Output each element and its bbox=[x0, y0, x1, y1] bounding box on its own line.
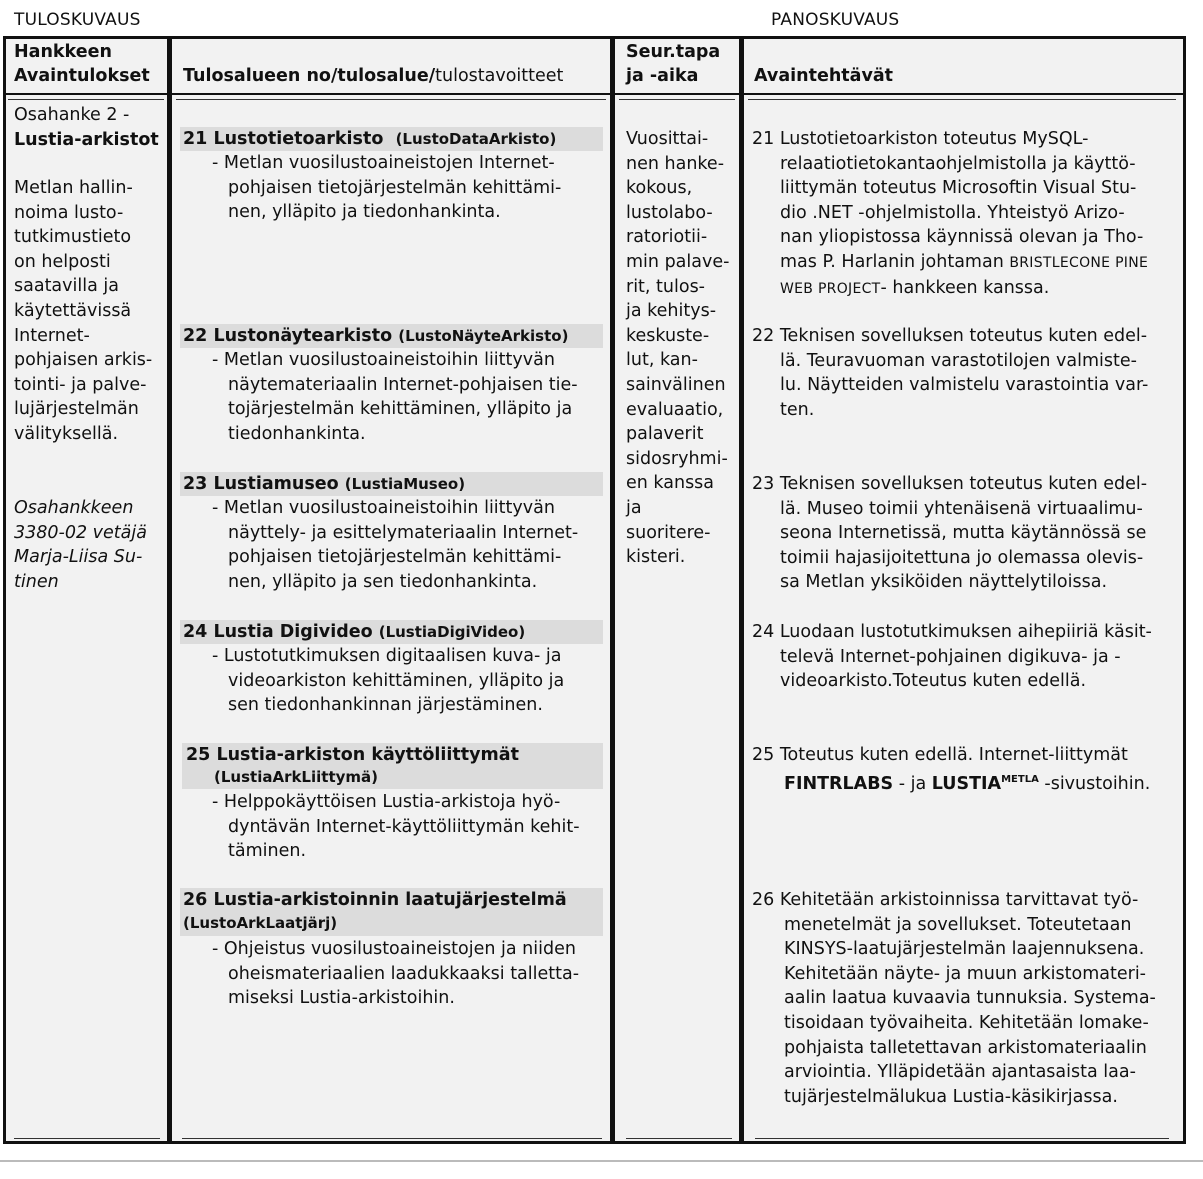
area-24-heading bbox=[180, 620, 603, 644]
text-line: lu. Näytteiden valmistelu varastointia var- bbox=[780, 375, 1149, 396]
text-line: sainvälinen bbox=[626, 374, 726, 395]
area-25-heading bbox=[182, 743, 603, 789]
text-line: ten. bbox=[780, 399, 815, 420]
area-26-objectives bbox=[212, 937, 618, 1011]
text-line: 23 Teknisen sovelluksen toteutus kuten edel- bbox=[752, 474, 1148, 494]
text-line: videoarkiston kehittäminen, ylläpito ja bbox=[228, 670, 565, 691]
text-line: tujärjestelmälukua Lustia-käsikirjassa. bbox=[784, 1086, 1118, 1107]
area-22-objectives bbox=[212, 348, 618, 446]
text-line: lujärjestelmän bbox=[14, 399, 139, 420]
task-25 bbox=[752, 743, 1177, 796]
text-line: aalin laatua kuvaavia tunnuksia. Systema- bbox=[784, 988, 1156, 1009]
text-line: tiedonhankinta. bbox=[228, 423, 366, 444]
text-line: nen, ylläpito ja tiedonhankinta. bbox=[228, 202, 501, 223]
text-line: min palave- bbox=[626, 251, 730, 272]
text-line: oheismateriaalien laadukkaaksi talletta- bbox=[228, 963, 580, 984]
area-title: 21 Lustotietoarkisto bbox=[183, 129, 384, 149]
text-line: Metlan hallin- bbox=[14, 178, 133, 198]
text-line: pohjaisen tietojärjestelmän kehittämi- bbox=[228, 547, 562, 568]
text-line: pohjaisen arkis- bbox=[14, 350, 153, 371]
area-code: (LustoNäyteArkisto) bbox=[398, 327, 569, 345]
text-span: - hankkeen kanssa. bbox=[880, 277, 1050, 298]
header-text: Avaintulokset bbox=[14, 66, 150, 86]
area-24-objectives bbox=[212, 644, 618, 718]
text-line: 25 Toteutus kuten edellä. Internet-liittymät bbox=[752, 745, 1128, 765]
text-line: KINSYS-laatujärjestelmän laajennuksena. bbox=[784, 939, 1145, 960]
header-divider bbox=[3, 93, 1186, 95]
area-26-heading bbox=[180, 888, 603, 936]
text-line: välityksellä. bbox=[14, 423, 119, 444]
task-24 bbox=[752, 620, 1177, 694]
text-line: tointi- ja palve- bbox=[14, 374, 147, 395]
project-name: WEB PROJECT bbox=[780, 280, 881, 297]
header-text: Tulosalueen no/tulosalue/ bbox=[183, 66, 436, 86]
text-line bbox=[752, 768, 1177, 796]
page-footer-rule bbox=[0, 1160, 1203, 1162]
text-line: en kanssa bbox=[626, 473, 715, 494]
text-line: lä. Museo toimii yhtenäisenä virtuaalimu- bbox=[780, 498, 1143, 519]
area-code: (LustiaMuseo) bbox=[344, 475, 466, 493]
text-line: pohjaisen tietojärjestelmän kehittämi- bbox=[228, 177, 562, 198]
text-line: - Metlan vuosilustoaineistojen Internet- bbox=[212, 153, 555, 173]
text-line: - Ohjeistus vuosilustoaineistojen ja niiden bbox=[212, 939, 576, 959]
column-divider bbox=[739, 36, 744, 1144]
site-name-sup: METLA bbox=[1001, 773, 1039, 785]
text-line: nen hanke- bbox=[626, 153, 725, 174]
panoskuvaus-label: PANOSKUVAUS bbox=[771, 10, 900, 30]
text-line: näyttely- ja esittelymateriaalin Internet- bbox=[228, 522, 579, 543]
footer-rule bbox=[626, 1138, 732, 1139]
text-line: saatavilla ja bbox=[14, 276, 119, 297]
area-21-objectives bbox=[212, 151, 618, 225]
header-avaintehtavat: Avaintehtävät bbox=[754, 66, 894, 86]
task-21 bbox=[752, 127, 1177, 301]
text-span: mas P. Harlanin johtaman bbox=[780, 251, 1010, 272]
area-22-heading bbox=[180, 324, 603, 348]
subproject-title bbox=[14, 103, 159, 152]
text-line: - Metlan vuosilustoaineistoihin liittyvän bbox=[212, 350, 555, 370]
text-line: suoritere- bbox=[626, 522, 711, 543]
text-line: - Lustotutkimuksen digitaalisen kuva- ja bbox=[212, 646, 562, 666]
text-line: 21 Lustotietoarkiston toteutus MySQL- bbox=[752, 129, 1089, 149]
text-line bbox=[752, 250, 1177, 276]
text-line: ja kehitys- bbox=[626, 301, 717, 322]
text-line: 22 Teknisen sovelluksen toteutus kuten edel- bbox=[752, 326, 1148, 346]
text-line: Kehitetään näyte- ja muun arkistomateri- bbox=[784, 963, 1146, 984]
text-line: nen, ylläpito ja sen tiedonhankinta. bbox=[228, 571, 538, 592]
text-line: on helposti bbox=[14, 251, 111, 272]
project-name: BRISTLECONE PINE bbox=[1009, 254, 1149, 271]
text-line: relaatiotietokantaohjelmistolla ja käyttö- bbox=[780, 153, 1136, 174]
header-hankkeen-avaintulokset bbox=[14, 40, 150, 88]
text-line: sidosryhmi- bbox=[626, 448, 728, 469]
area-code: (LustiaDigiVideo) bbox=[378, 623, 526, 641]
text-line: arviointia. Ylläpidetään ajantasaista laa- bbox=[784, 1062, 1136, 1083]
area-title: 25 Lustia-arkiston käyttöliittymät bbox=[186, 745, 519, 765]
text-line: noima lusto- bbox=[14, 202, 124, 223]
text-line: ja bbox=[626, 497, 642, 518]
header-seurantatapa bbox=[626, 40, 720, 88]
header-rule bbox=[176, 99, 606, 100]
area-25-objectives bbox=[212, 790, 618, 864]
text-line: lä. Teuravuoman varastotilojen valmiste- bbox=[780, 350, 1137, 371]
text-line: - Helppokäyttöisen Lustia-arkistoja hyö- bbox=[212, 792, 561, 812]
text-line: liittymän toteutus Microsoftin Visual Stu- bbox=[780, 178, 1137, 199]
text-line: Marja-Liisa Su- bbox=[14, 547, 143, 568]
subproject-name: Lustia-arkistot bbox=[14, 129, 159, 150]
footer-rule bbox=[14, 1138, 160, 1139]
text-line: pohjaista talletettavan arkistomateriaalin bbox=[784, 1037, 1147, 1058]
task-23 bbox=[752, 472, 1177, 595]
text-line: sa Metlan yksiköiden näyttelytiloissa. bbox=[780, 572, 1108, 593]
text-line: nan yliopistossa käynnissä olevan ja Tho- bbox=[780, 227, 1144, 248]
area-23-objectives bbox=[212, 496, 618, 594]
text-line: Osahankkeen bbox=[14, 498, 134, 518]
text-line: toimii hajasijoitettuna jo olemassa olevis- bbox=[780, 547, 1144, 568]
text-line: tutkimustieto bbox=[14, 227, 132, 248]
area-code: (LustiaArkLiittymä) bbox=[214, 768, 379, 786]
site-name: LUSTIA bbox=[931, 773, 1002, 794]
area-code: (LustoArkLaatjärj) bbox=[183, 914, 338, 932]
header-text: ja -aika bbox=[626, 66, 699, 86]
area-title: 24 Lustia Digivideo bbox=[183, 622, 373, 642]
monitoring-method bbox=[626, 127, 729, 570]
task-26 bbox=[752, 888, 1177, 1109]
text-line: käytettävissä bbox=[14, 300, 132, 321]
text-line: sen tiedonhankinnan järjestäminen. bbox=[228, 695, 543, 716]
footer-rule bbox=[755, 1138, 1169, 1139]
column-divider bbox=[167, 36, 172, 1144]
text-line: videoarkisto.Toteutus kuten edellä. bbox=[780, 671, 1087, 692]
header-text: Seur.tapa bbox=[626, 42, 721, 62]
text-line: palaverit bbox=[626, 424, 704, 445]
text-line: lustolabo- bbox=[626, 202, 713, 223]
text-line: Vuosittai- bbox=[626, 129, 709, 149]
text-line: dio .NET -ohjelmistolla. Yhteistyö Arizo- bbox=[780, 202, 1125, 223]
subproject-line: Osahanke 2 - bbox=[14, 105, 130, 125]
area-23-heading bbox=[180, 472, 603, 496]
text-line: miseksi Lustia-arkistoihin. bbox=[228, 988, 455, 1009]
text-line: 3380-02 vetäjä bbox=[14, 522, 147, 543]
text-line: dyntävän Internet-käyttöliittymän kehit- bbox=[228, 816, 580, 837]
text-line: ratoriotii- bbox=[626, 227, 708, 248]
text-line: televä Internet-pohjainen digikuva- ja - bbox=[780, 646, 1121, 667]
subproject-description bbox=[14, 176, 152, 447]
text-line: 24 Luodaan lustotutkimuksen aihepiiriä käsit- bbox=[752, 622, 1152, 642]
text-line: täminen. bbox=[228, 841, 307, 862]
header-rule bbox=[8, 99, 164, 100]
subproject-leader bbox=[14, 496, 147, 594]
header-tulosalue bbox=[183, 64, 563, 88]
text-line: menetelmät ja sovellukset. Toteutetaan bbox=[784, 914, 1132, 935]
text-line: rit, tulos- bbox=[626, 276, 705, 297]
text-line bbox=[752, 276, 1177, 302]
task-22 bbox=[752, 324, 1177, 422]
text-line: tisoidaan työvaiheita. Kehitetään lomake- bbox=[784, 1012, 1149, 1033]
text-span: - ja bbox=[893, 773, 932, 794]
text-line: näytemateriaalin Internet-pohjaisen tie- bbox=[228, 374, 578, 395]
footer-rule bbox=[182, 1138, 602, 1139]
text-line: tinen bbox=[14, 571, 59, 592]
header-rule bbox=[619, 99, 735, 100]
tuloskuvaus-label: TULOSKUVAUS bbox=[14, 10, 141, 30]
area-title: 23 Lustiamuseo bbox=[183, 474, 339, 494]
area-21-heading bbox=[180, 127, 603, 151]
site-name: FINTRLABS bbox=[784, 773, 894, 794]
text-line: kokous, bbox=[626, 178, 693, 199]
text-line: 26 Kehitetään arkistoinnissa tarvittavat työ- bbox=[752, 890, 1139, 910]
text-span: -sivustoihin. bbox=[1038, 773, 1151, 794]
header-text: tulostavoitteet bbox=[435, 66, 564, 86]
text-line: keskuste- bbox=[626, 325, 710, 346]
text-line: kisteri. bbox=[626, 547, 686, 568]
text-line: Internet- bbox=[14, 325, 90, 346]
area-title: 22 Lustonäytearkisto bbox=[183, 326, 393, 346]
header-text: Hankkeen bbox=[14, 42, 112, 62]
header-rule bbox=[748, 99, 1176, 100]
text-line: tojärjestelmän kehittäminen, ylläpito ja bbox=[228, 399, 573, 420]
text-line: seona Internetissä, mutta käytännössä se bbox=[780, 523, 1147, 544]
text-line: lut, kan- bbox=[626, 350, 698, 371]
text-line: - Metlan vuosilustoaineistoihin liittyvän bbox=[212, 498, 555, 518]
text-line: evaluaatio, bbox=[626, 399, 724, 420]
area-title: 26 Lustia-arkistoinnin laatujärjestelmä bbox=[183, 890, 567, 910]
area-code: (LustoDataArkisto) bbox=[395, 130, 557, 148]
